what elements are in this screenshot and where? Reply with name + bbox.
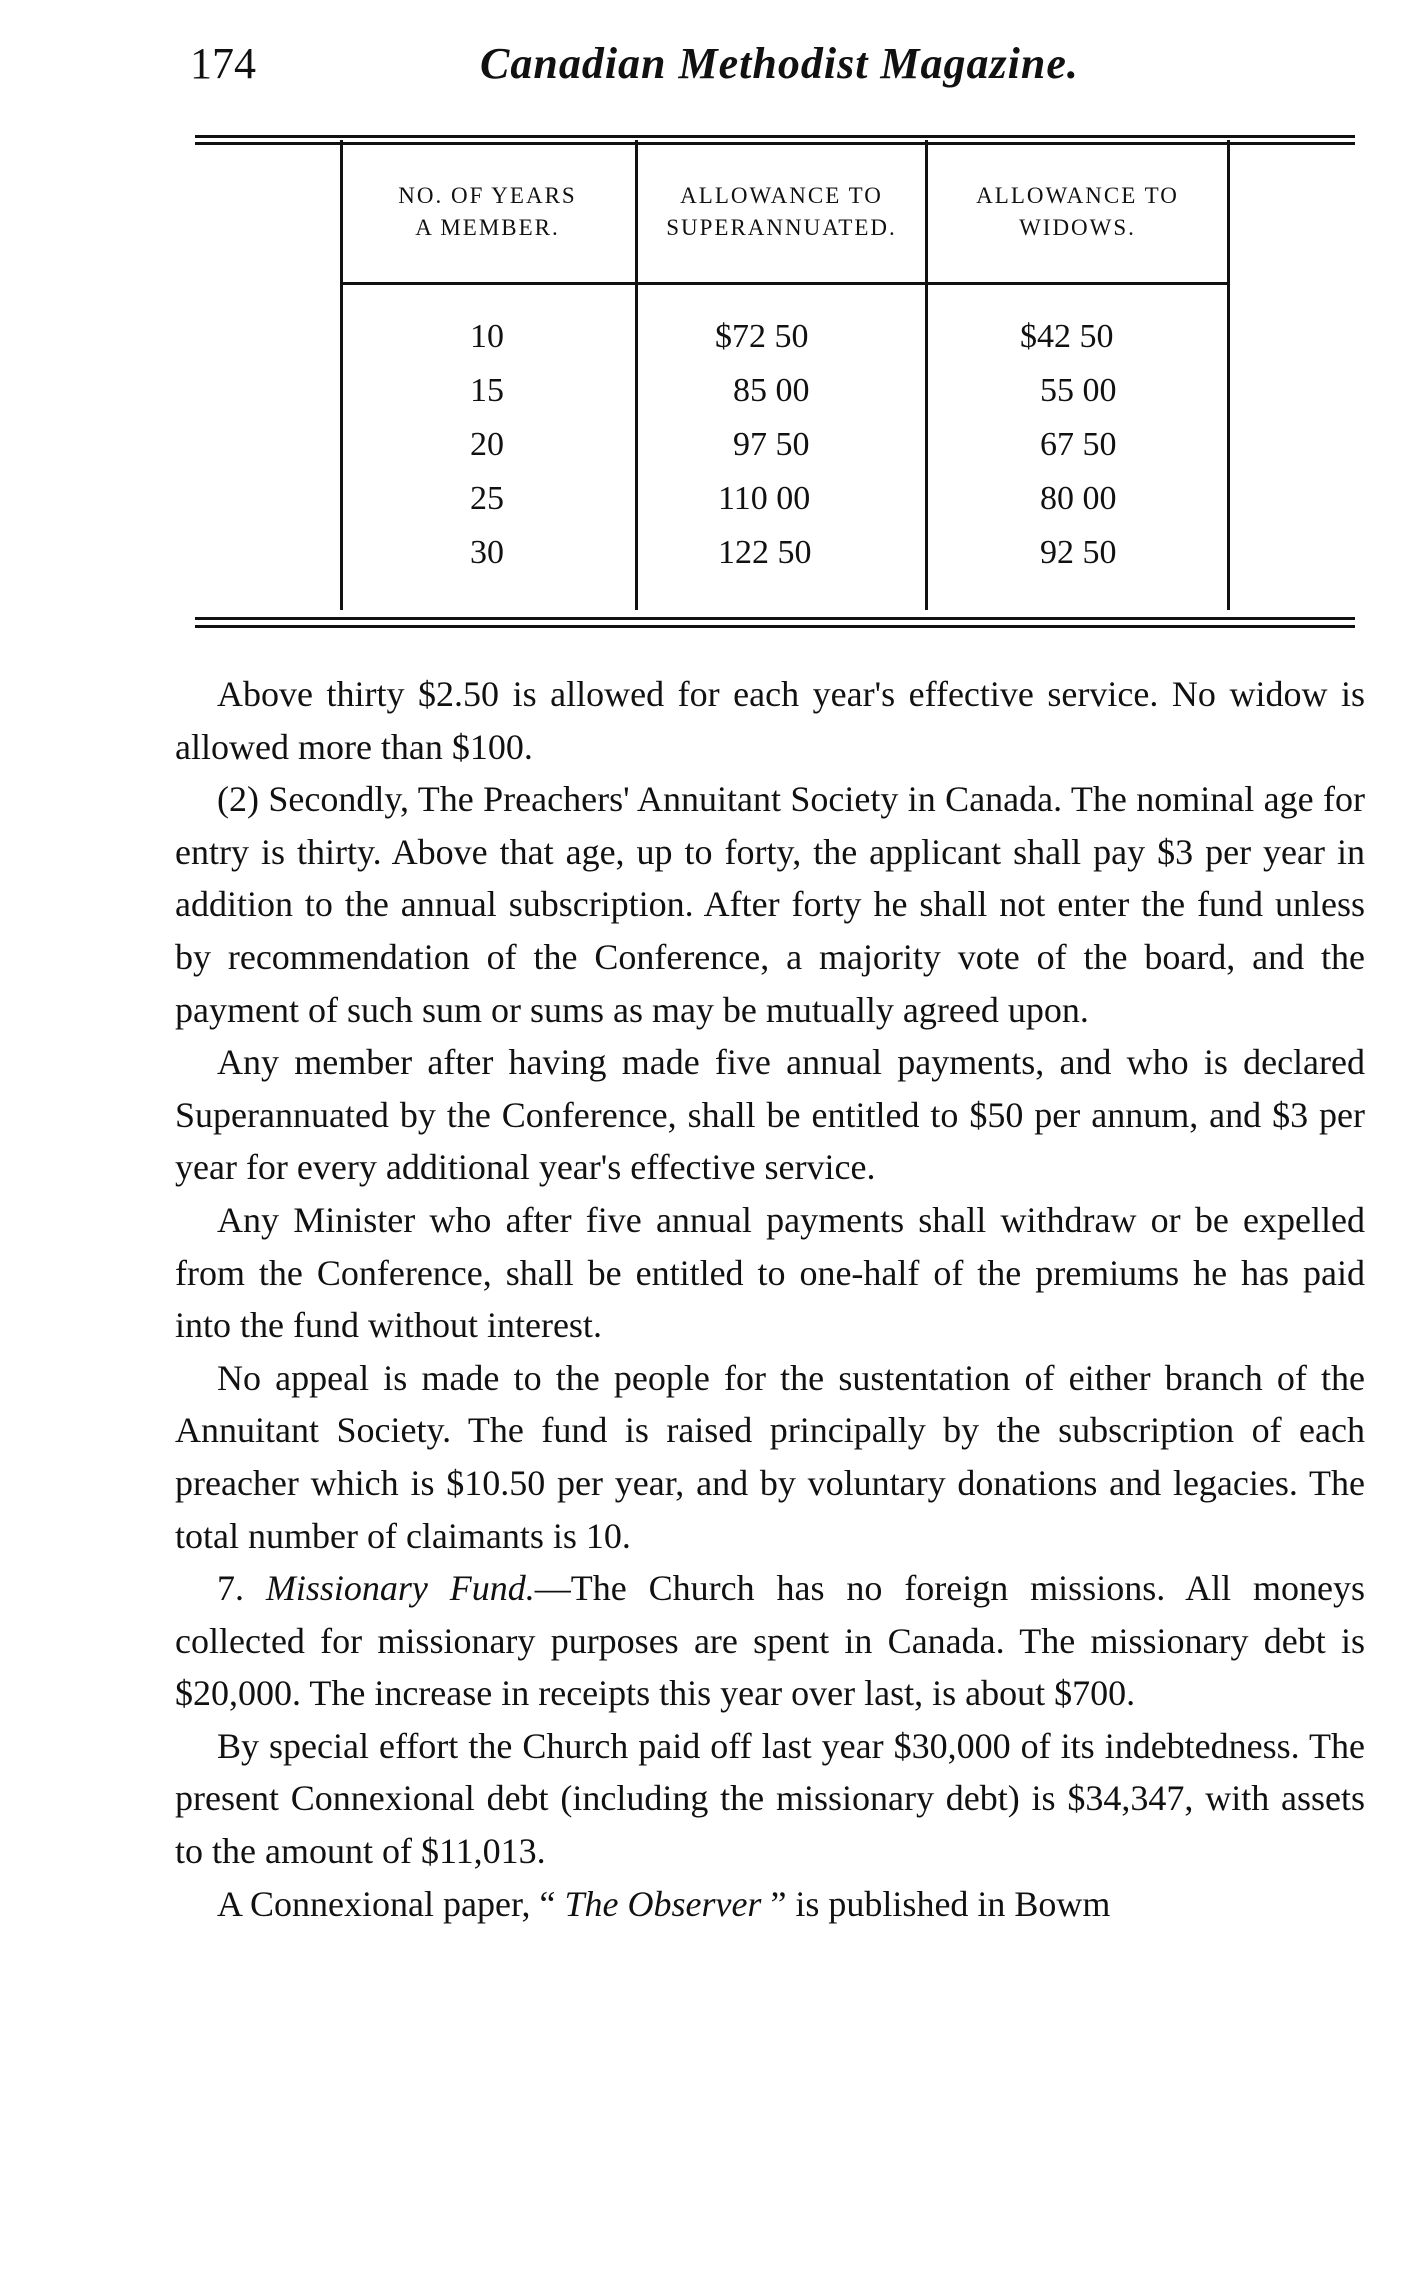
publication-title: The Observer	[564, 1883, 762, 1924]
paragraph: (2) Secondly, The Preachers' Annuitant Society in Canada. The nominal age for entry is thirty. Above that age, up to forty, the applicant shall pay $3 per year in addition to the annual subscription. After forty he shall not enter the fund unless by recommendation of the Conference, a majority vote of the board, and the payment of such sum or sums as may be mutually agreed upon.	[175, 779, 1365, 1030]
section-heading: Missionary Fund.	[265, 1568, 535, 1609]
running-header	[190, 38, 1370, 98]
cell-widows: 92 50	[1040, 534, 1117, 571]
body-text	[175, 668, 1365, 1930]
paragraph: Any Minister who after five annual payments shall withdraw or be expelled from the Conference, shall be entitled to one-half of the premiums he has paid into the fund without interest.	[175, 1199, 1365, 1346]
cell-years: 25	[470, 480, 504, 517]
cell-widows: 67 50	[1040, 426, 1117, 463]
paragraph: Above thirty $2.50 is allowed for each year's effective service. No widow is allowed more than $100.	[175, 674, 1365, 767]
allowance-table	[340, 140, 1230, 610]
cell-superannuated: 85 00	[733, 372, 810, 409]
column-header-superannuated: ALLOWANCE TO SUPERANNUATED.	[666, 183, 897, 240]
paragraph-missionary-fund: 7. Missionary Fund.—The Church has no foreign missions. All moneys collected for missionary purposes are spent in Canada. The missionary debt is $20,000. The increase in receipts this year over last, is about $700.	[175, 1568, 1366, 1714]
cell-widows: 80 00	[1040, 480, 1117, 517]
paragraph: No appeal is made to the people for the sustentation of either branch of the Annuitant Society. The fund is raised principally by the subscription of each preacher which is $10.50 per year, and by voluntary donations and legacies. The total number of claimants is 10.	[175, 1357, 1365, 1556]
cell-superannuated: 110 00	[718, 480, 811, 517]
table-border-right	[1227, 140, 1230, 610]
header-rule	[340, 282, 1230, 285]
cell-widows: 55 00	[1040, 372, 1117, 409]
cell-years: 10	[470, 318, 504, 355]
running-title: Canadian Methodist Magazine.	[480, 39, 1079, 88]
column-header-widows: ALLOWANCE TO WIDOWS.	[976, 183, 1179, 240]
cell-widows: $42 50	[1020, 318, 1114, 355]
paragraph: Any member after having made five annual payments, and who is declared Superannuated by the Conference, shall be entitled to $50 per annum, and $3 per year for every additional year's effective service.	[175, 1042, 1365, 1188]
cell-superannuated: $72 50	[715, 318, 809, 355]
cell-superannuated: 122 50	[718, 534, 812, 571]
column-header-years: NO. OF YEARS A MEMBER.	[398, 183, 577, 240]
page-number: 174	[190, 39, 256, 88]
cell-years: 15	[470, 372, 504, 409]
paragraph: By special effort the Church paid off last year $30,000 of its indebtedness. The present Connexional debt (including the missionary debt) is $34,347, with assets to the amount of $11,013.	[175, 1725, 1365, 1872]
bottom-rule	[195, 617, 1355, 620]
bottom-rule-inner	[195, 625, 1355, 628]
cell-years: 30	[470, 534, 504, 571]
cell-years: 20	[470, 426, 504, 463]
paragraph-observer: A Connexional paper, “ The Observer ” is published in Bowm	[217, 1883, 1111, 1924]
top-rule	[195, 135, 1355, 138]
cell-superannuated: 97 50	[733, 426, 810, 463]
